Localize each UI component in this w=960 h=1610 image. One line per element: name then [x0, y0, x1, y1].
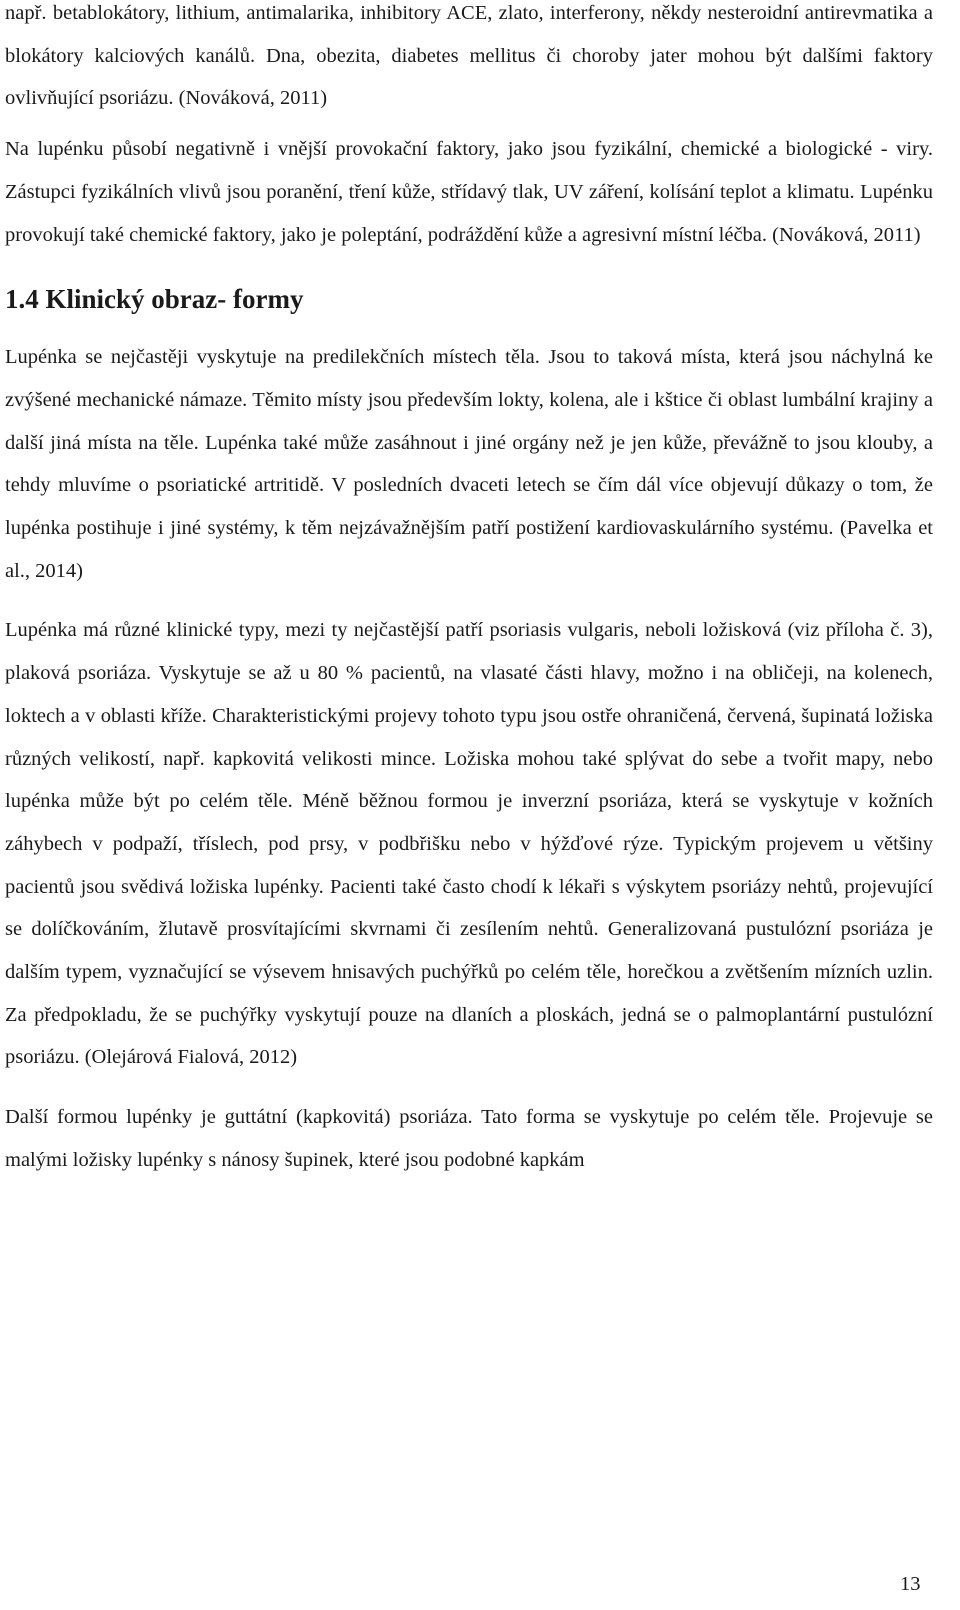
page-number: 13 [900, 1573, 921, 1595]
paragraph-predilection-sites: Lupénka se nejčastěji vyskytuje na predilekčních místech těla. Jsou to taková místa, která jsou náchylná ke zvýšené mechanické námaze. Těmito místy jsou především lokty, kolena, ale i kštice či oblast lumbální krajiny a další jiná místa na těle. Lupénka také může zasáhnout i jiné orgány než je jen kůže, převážně to jsou klouby, a tehdy mluvíme o psoriatické artritidě. V posledních dvaceti letech se čím dál více objevují důkazy o tom, že lupénka postihuje i jiné systémy, k těm nejzávažnějším patří postižení kardiovaskulárního systému. (Pavelka et al., 2014) [5, 346, 933, 582]
section-heading: 1.4 Klinický obraz- formy [5, 284, 304, 315]
spacer [5, 1079, 933, 1096]
paragraph-clinical-types: Lupénka má různé klinické typy, mezi ty nejčastější patří psoriasis vulgaris, neboli ložisková (viz příloha č. 3), plaková psoriáza. Vyskytuje se až u 80 % pacientů, na vlasaté části hlavy, možno i na obličeji, na kolenech, loktech a v oblasti kříže. Charakteristickými projevy tohoto typu jsou ostře ohraničená, červená, šupinatá ložiska různých velikostí, např. kapkovitá velikosti mince. Ložiska mohou také splývat do sebe a tvořit mapy, nebo lupénka může být po celém těle. Méně běžnou formou je inverzní psoriáza, která se vyskytuje v kožních záhybech v podpaží, tříslech, pod prsy, v podbřišku nebo v hýžďové rýze. Typickým projevem u většiny pacientů jsou svědivá ložiska lupénky. Pacienti také často chodí k lékaři s výskytem psoriázy nehtů, projevující se dolíčkováním, žlutavě prosvítajícími skvrnami či zesílením nehtů. Generalizovaná pustulózní psoriáza je dalším typem, vyznačující se výsevem hnisavých puchýřků po celém těle, horečkou a zvětšením mízních uzlin. Za předpokladu, že se puchýřky vyskytují pouze na dlaních a ploskách, jedná se o palmoplantární pustulózní psoriázu. (Olejárová Fialová, 2012) [5, 619, 933, 1069]
paragraph-guttate-psoriasis: Další formou lupénky je guttátní (kapkovitá) psoriáza. Tato forma se vyskytuje po celém těle. Projevuje se malými ložisky lupénky s nánosy šupinek, které jsou podobné kapkám [5, 1106, 933, 1171]
spacer [5, 592, 933, 609]
paragraph-causes: např. betablokátory, lithium, antimalarika, inhibitory ACE, zlato, interferony, někdy nesteroidní antirevmatika a blokátory kalciových kanálů. Dna, obezita, diabetes mellitus či choroby jater mohou být dalšími faktory ovlivňující psoriázu. (Nováková, 2011) [5, 2, 933, 110]
document-page [5, 0, 933, 1182]
spacer [5, 120, 933, 128]
paragraph-external-factors: Na lupénku působí negativně i vnější provokační faktory, jako jsou fyzikální, chemické a biologické - viry. Zástupci fyzikálních vlivů jsou poranění, tření kůže, střídavý tlak, UV záření, kolísání teplot a klimatu. Lupénku provokují také chemické faktory, jako je poleptání, podráždění kůže a agresivní místní léčba. (Nováková, 2011) [5, 138, 933, 246]
